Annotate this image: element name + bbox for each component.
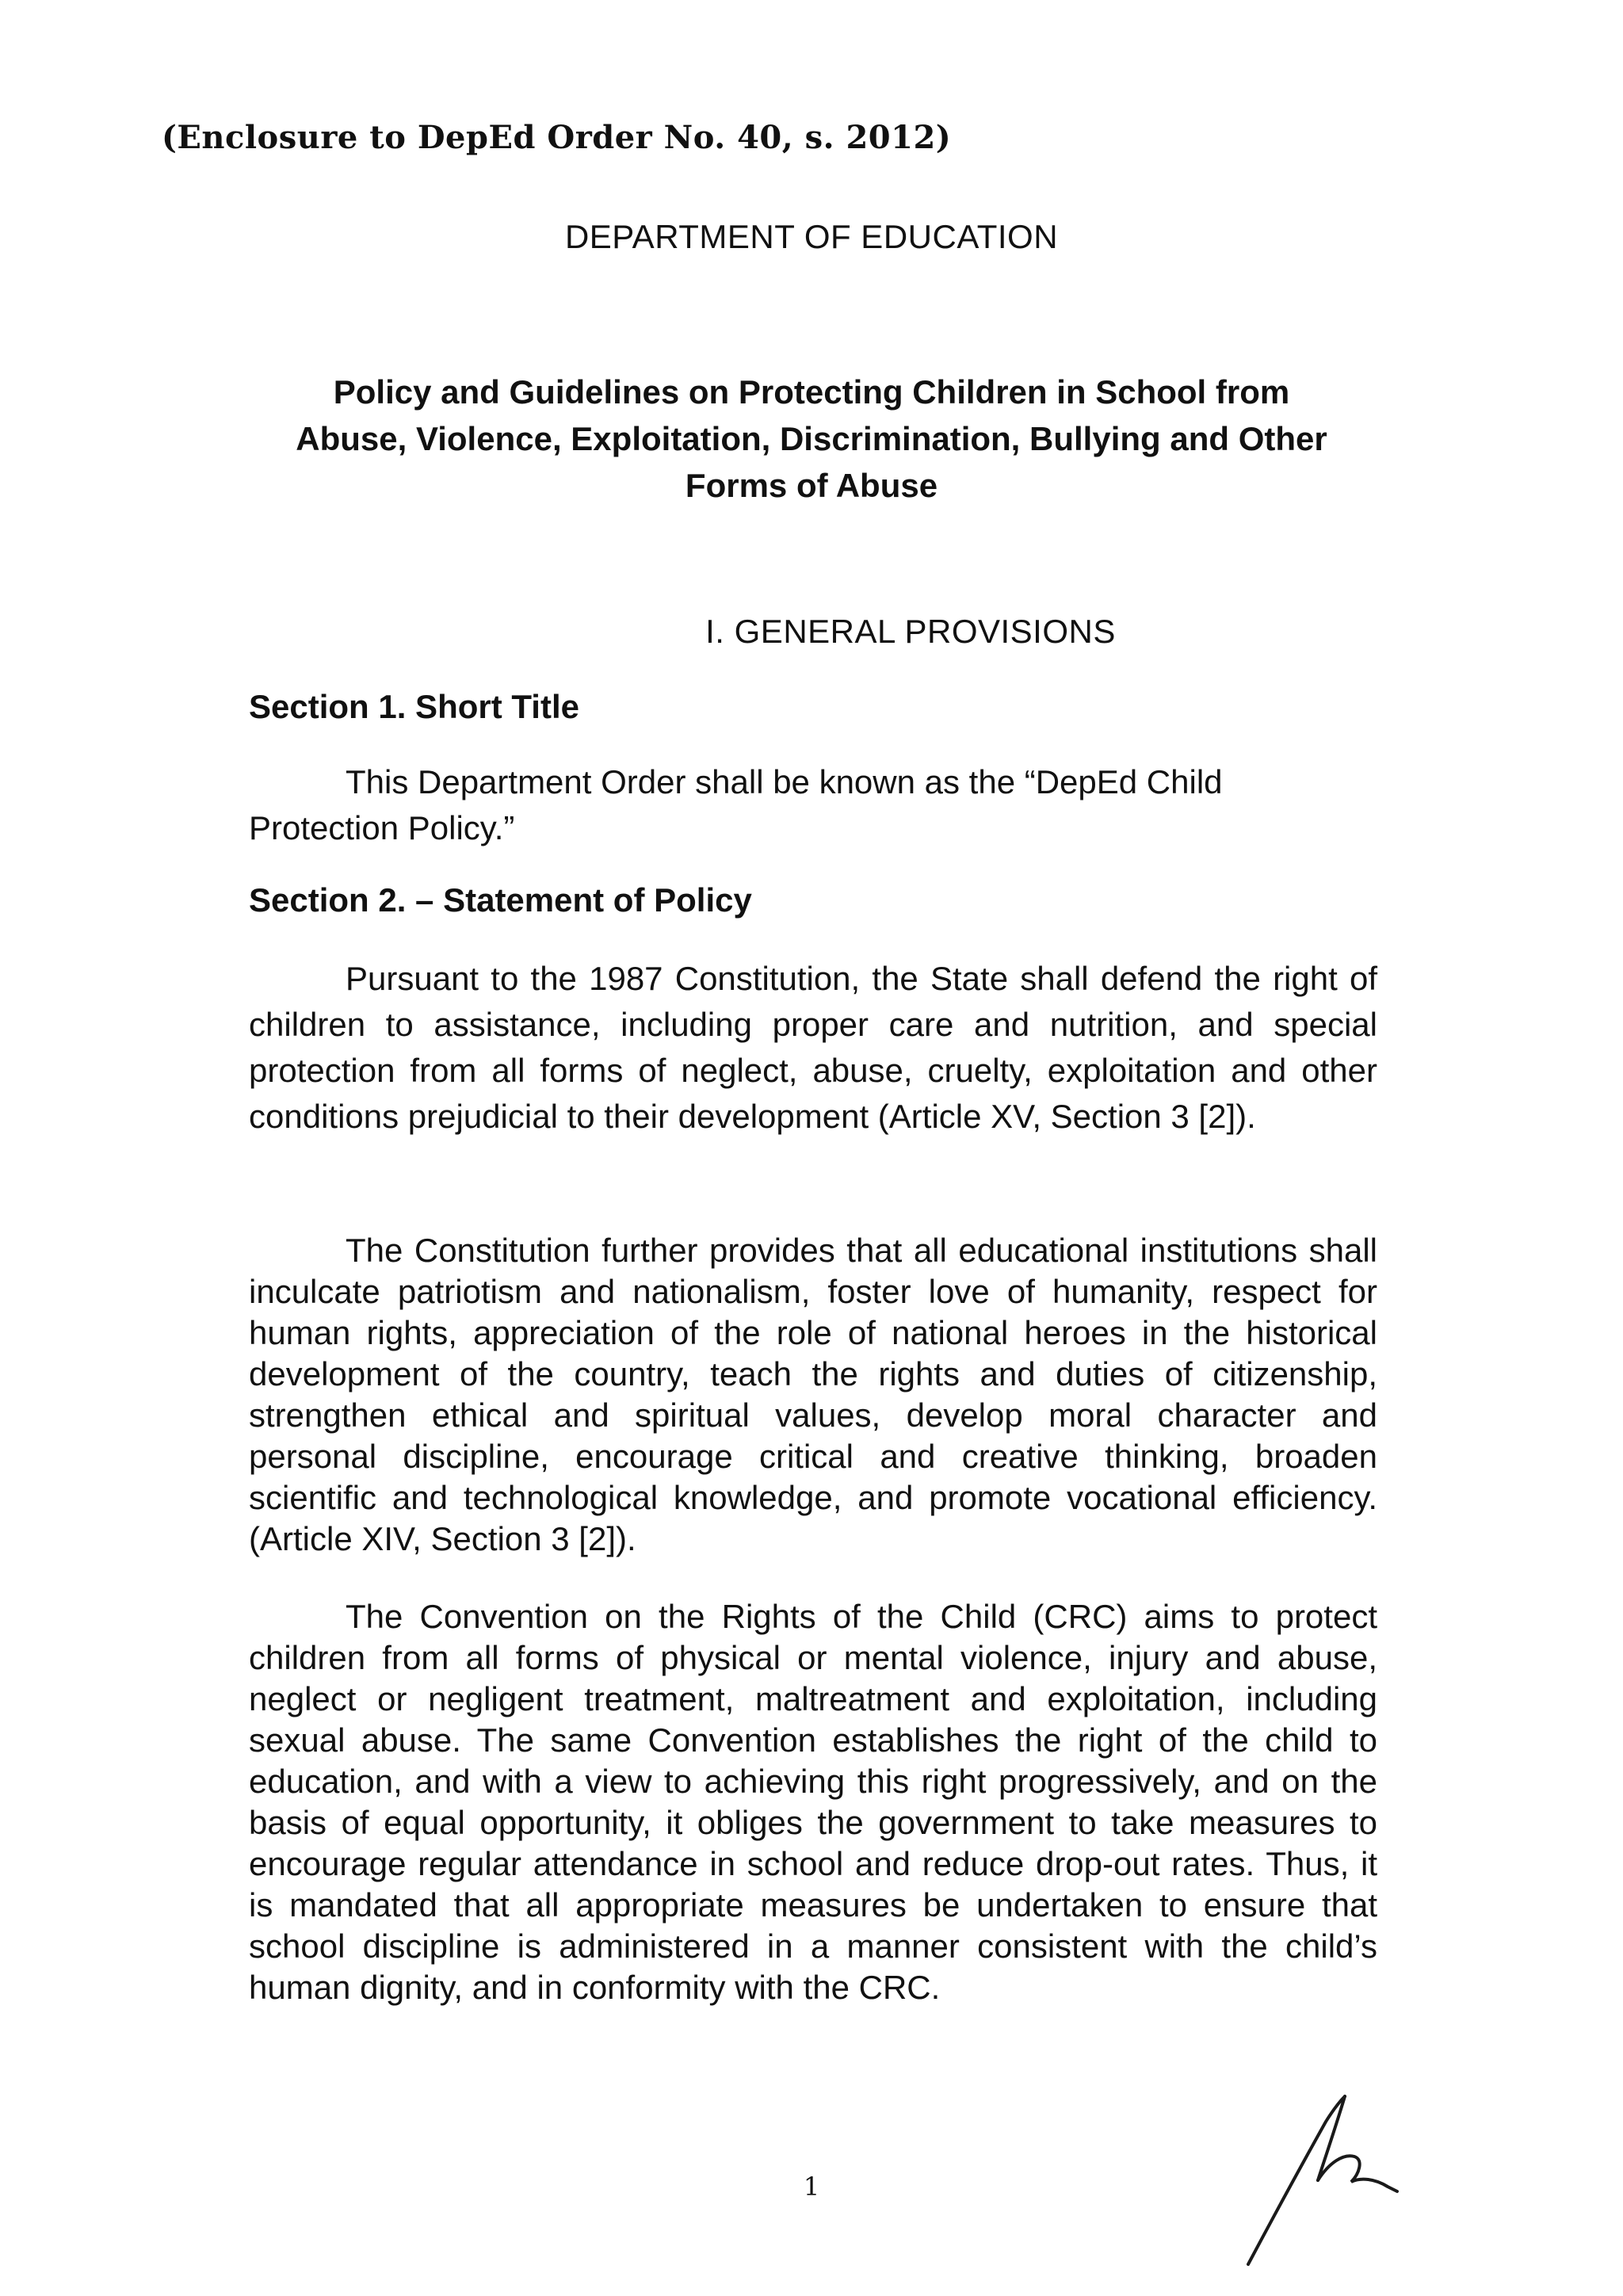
section-1-heading: Section 1. Short Title xyxy=(249,688,579,725)
document-title-line-1: Policy and Guidelines on Protecting Children in School from xyxy=(333,373,1290,411)
policy-paragraph-2: The Constitution further provides that all educational institutions shall inculcate patriotism and nationalism, foster love of humanity, respect for human rights, appreciation of the role of national heroes in the historical development of the country, teach the rights and duties of citizenship, strengthen ethical and spiritual values, develop moral character and personal discipline, encourage critical and creative thinking, broaden scientific and technological knowledge, and promote vocational efficiency. (Article XIV, Section 3 [2]). xyxy=(249,1232,1377,1557)
document-title-line-3: Forms of Abuse xyxy=(685,467,938,504)
policy-paragraph-3: The Convention on the Rights of the Child (CRC) aims to protect children from all forms of physical or mental violence, injury and abuse, neglect or negligent treatment, maltreatment and exploitation, including sexual abuse. The same Convention establishes the right of the child to education, and with a view to achieving this right progressively, and on the basis of equal opportunity, it obliges the government to take measures to encourage regular attendance in school and reduce drop-out rates. Thus, it is mandated that all appropriate measures be undertaken to ensure that school discipline is administered in a manner consistent with the child’s human dignity, and in conformity with the CRC. xyxy=(249,1598,1377,2006)
enclosure-note: (Enclosure to DepEd Order No. 40, s. 2012) xyxy=(162,119,952,156)
department-heading: DEPARTMENT OF EDUCATION xyxy=(564,218,1059,255)
document-title-line-2: Abuse, Violence, Exploitation, Discrimination, Bullying and Other xyxy=(296,420,1327,457)
document-title xyxy=(238,369,1385,509)
policy-paragraph-1: Pursuant to the 1987 Constitution, the State shall defend the right of children to assistance, including proper care and nutrition, and special protection from all forms of neglect, abuse, cruelty, exploitation and other conditions prejudicial to their development (Article XV, Section 3 [2]). xyxy=(249,960,1377,1135)
section-1-text: This Department Order shall be known as the “DepEd Child Protection Policy.” xyxy=(249,763,1223,846)
page-number: 1 xyxy=(803,2172,820,2202)
section-2-heading: Section 2. – Statement of Policy xyxy=(249,881,752,919)
handwritten-initials xyxy=(1240,2080,1423,2271)
part-heading-general-provisions: I. GENERAL PROVISIONS xyxy=(705,613,1116,650)
